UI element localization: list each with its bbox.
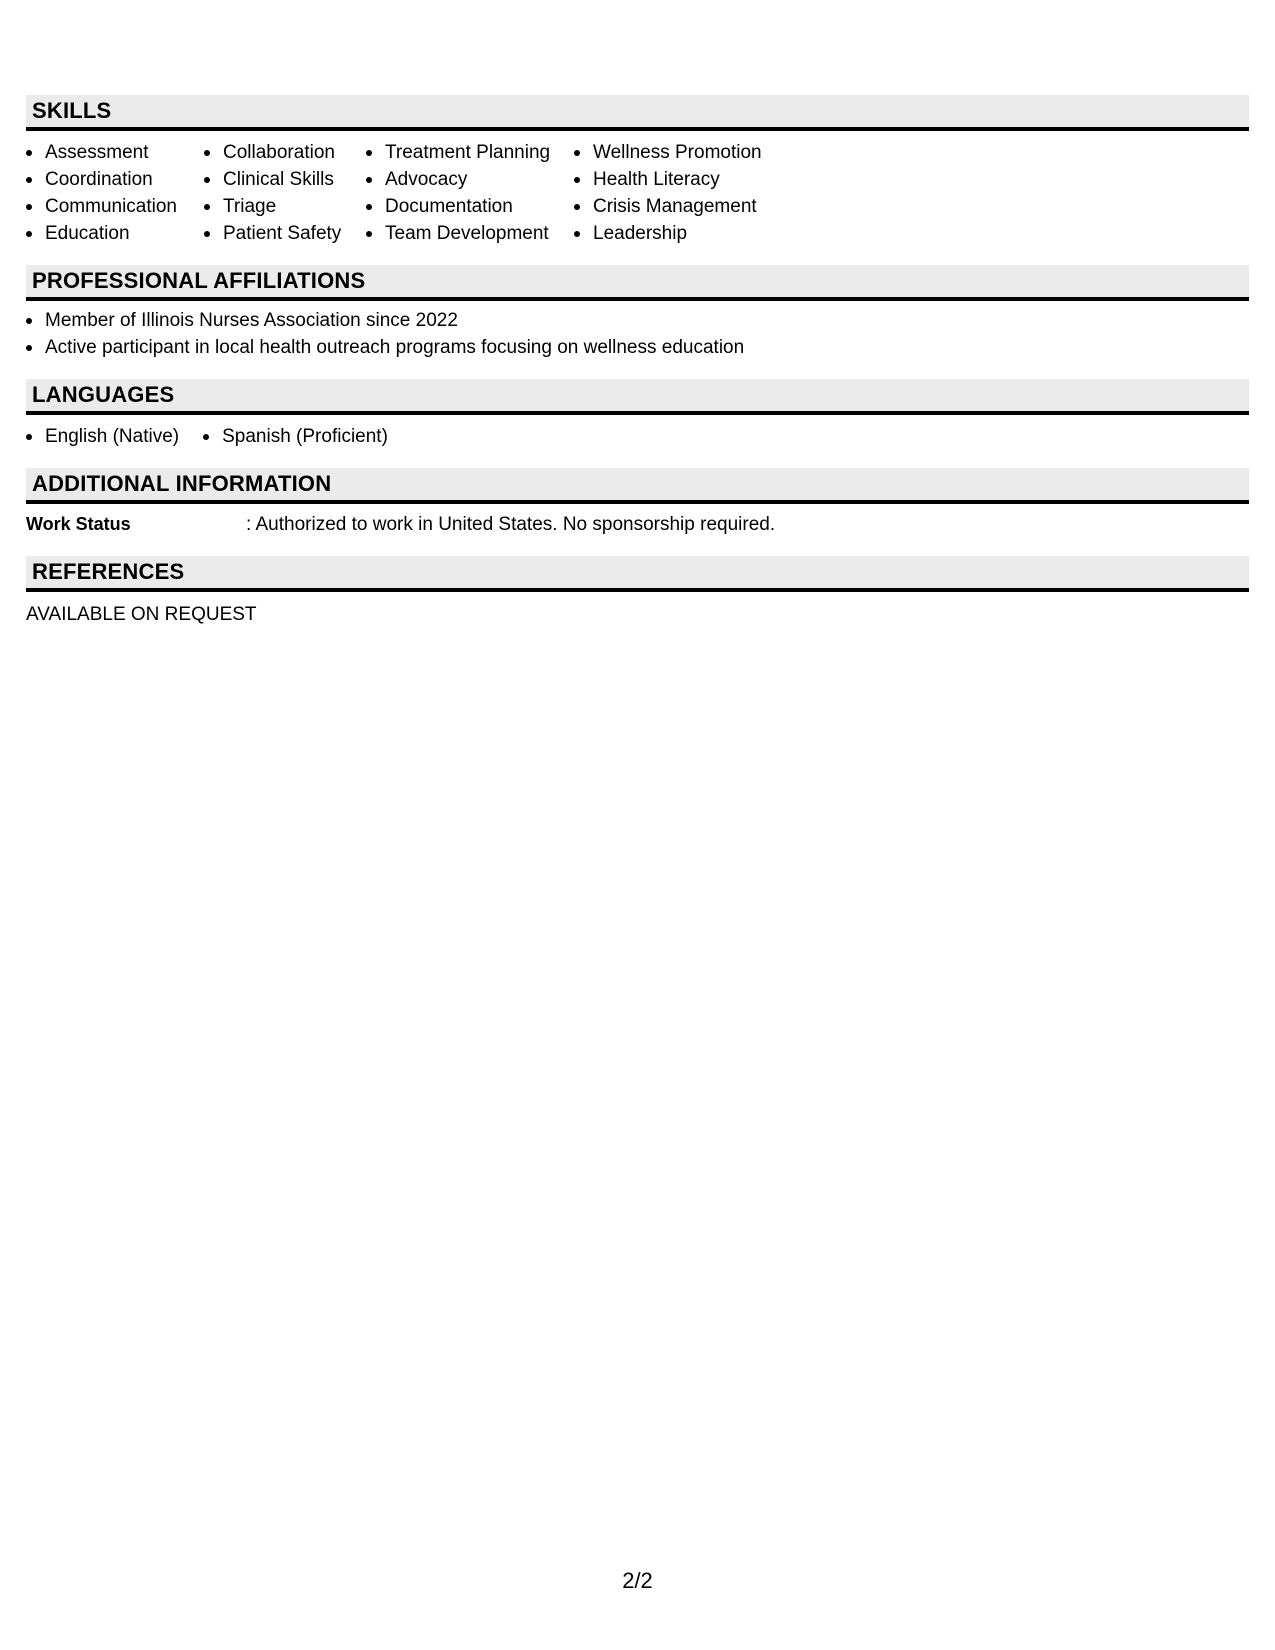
skill-item: Health Literacy bbox=[574, 166, 794, 193]
languages-title: LANGUAGES bbox=[32, 382, 175, 407]
section-header bbox=[26, 265, 1249, 301]
affiliations-title: PROFESSIONAL AFFILIATIONS bbox=[32, 268, 366, 293]
skill-item: Treatment Planning bbox=[366, 139, 574, 166]
work-status-label: Work Status bbox=[26, 514, 131, 534]
affiliation-item: Member of Illinois Nurses Association since 2022 bbox=[26, 307, 1249, 334]
additional-info-title: ADDITIONAL INFORMATION bbox=[32, 471, 332, 496]
skills-column bbox=[26, 139, 204, 247]
skill-item: Crisis Management bbox=[574, 193, 794, 220]
skill-item: Triage bbox=[204, 193, 366, 220]
skill-item: Coordination bbox=[26, 166, 204, 193]
resume-page bbox=[26, 95, 1249, 646]
skills-title: SKILLS bbox=[32, 98, 112, 123]
skill-item: Education bbox=[26, 220, 204, 247]
skills-grid bbox=[26, 131, 1249, 247]
affiliations-list bbox=[26, 301, 1249, 361]
skill-item: Wellness Promotion bbox=[574, 139, 794, 166]
skill-item: Clinical Skills bbox=[204, 166, 366, 193]
work-status-value: : Authorized to work in United States. No sponsorship required. bbox=[246, 514, 776, 535]
skills-section bbox=[26, 95, 1249, 247]
page-number: 2/2 bbox=[622, 1568, 653, 1593]
skills-column bbox=[204, 139, 366, 247]
section-header bbox=[26, 556, 1249, 592]
additional-info-section bbox=[26, 468, 1249, 538]
section-header bbox=[26, 95, 1249, 131]
skills-column bbox=[366, 139, 574, 247]
languages-list bbox=[26, 415, 1249, 450]
language-item: English (Native) bbox=[26, 423, 179, 450]
work-status-row bbox=[26, 504, 1249, 538]
affiliation-item: Active participant in local health outreach programs focusing on wellness education bbox=[26, 334, 1249, 361]
language-item: Spanish (Proficient) bbox=[203, 423, 388, 450]
references-text: AVAILABLE ON REQUEST bbox=[26, 604, 257, 625]
languages-section bbox=[26, 379, 1249, 450]
skill-item: Assessment bbox=[26, 139, 204, 166]
skills-column bbox=[574, 139, 794, 247]
section-header bbox=[26, 468, 1249, 504]
references-section bbox=[26, 556, 1249, 628]
skill-item: Documentation bbox=[366, 193, 574, 220]
skill-item: Advocacy bbox=[366, 166, 574, 193]
affiliations-section bbox=[26, 265, 1249, 361]
references-title: REFERENCES bbox=[32, 559, 185, 584]
skill-item: Communication bbox=[26, 193, 204, 220]
section-header bbox=[26, 379, 1249, 415]
skill-item: Team Development bbox=[366, 220, 574, 247]
skill-item: Collaboration bbox=[204, 139, 366, 166]
skill-item: Leadership bbox=[574, 220, 794, 247]
skill-item: Patient Safety bbox=[204, 220, 366, 247]
